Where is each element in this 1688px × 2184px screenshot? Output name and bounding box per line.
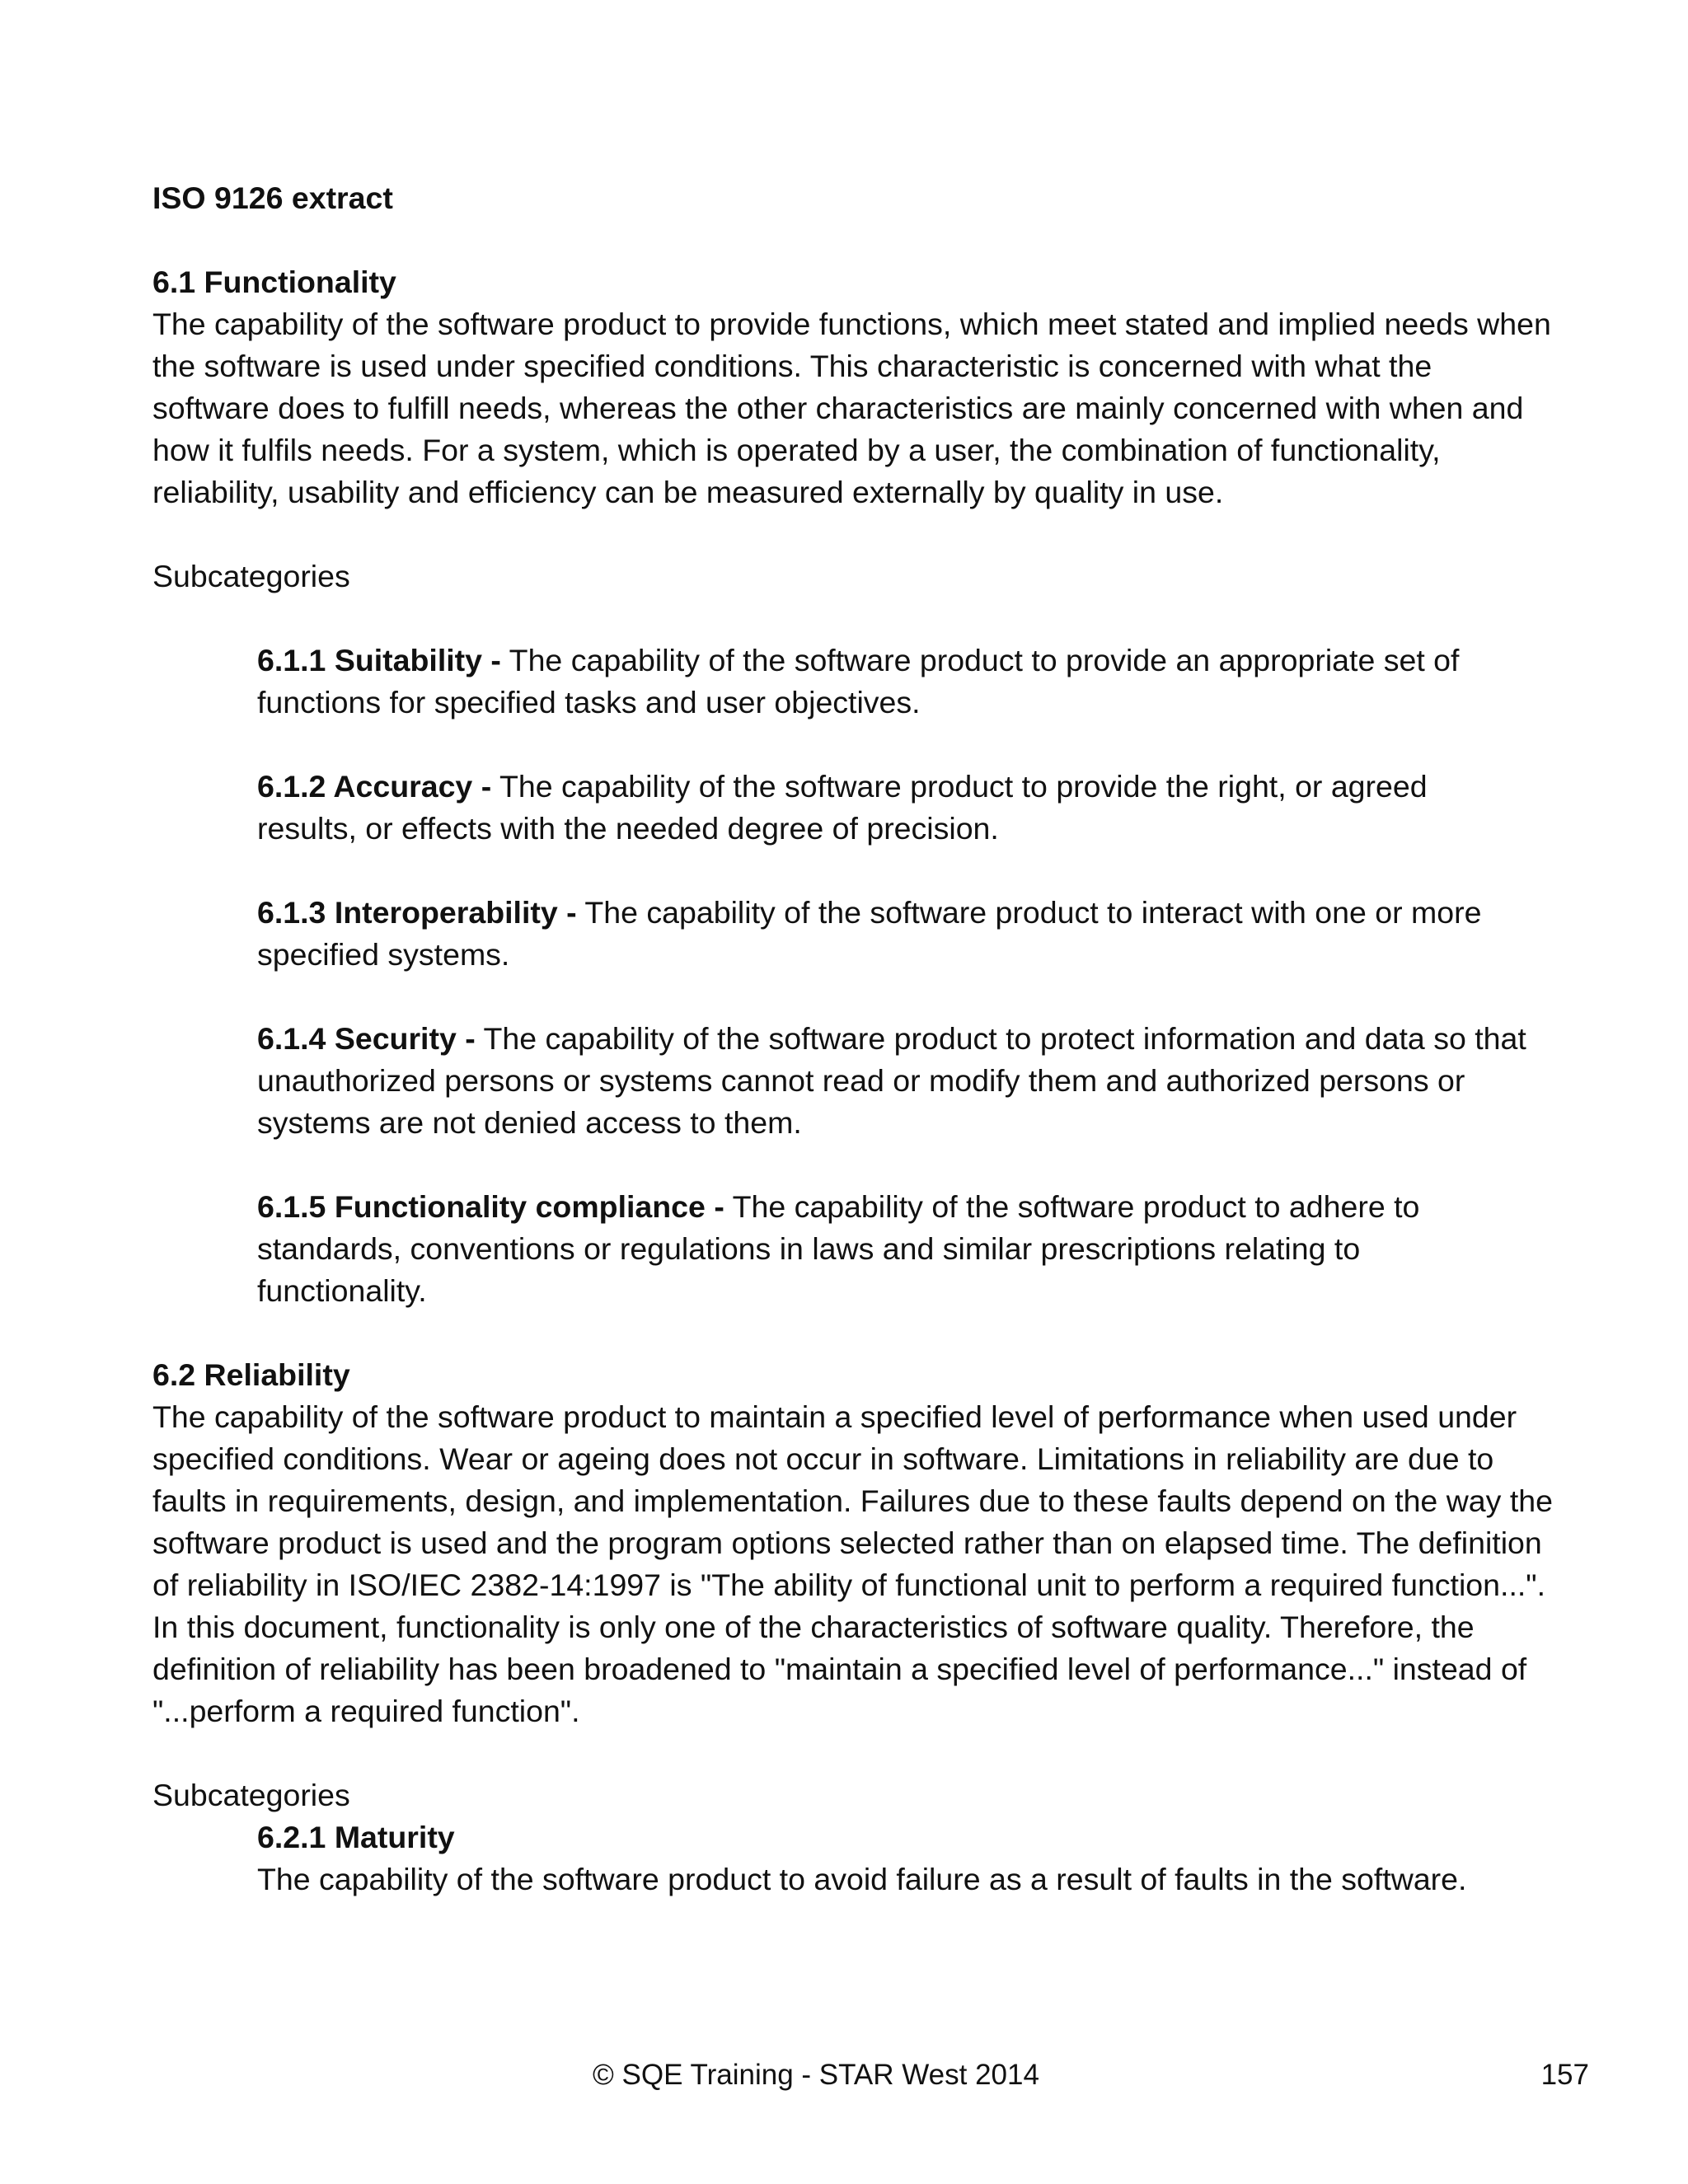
subcategory-item-suitability — [257, 640, 1526, 724]
subcategory-item-security — [257, 1018, 1526, 1144]
section-body-functionality: The capability of the software product to provide functions, which meet stated and implied needs when the software is used under specified conditions. This characteristic is concerned with what the software does to fulfill needs, whereas the other characteristics are mainly concerned with when and how it fulfils needs. For a system, which is operated by a user, the combination of functionality, reliability, usability and efficiency can be measured externally by quality in use. — [152, 307, 1551, 509]
subcategory-item-accuracy — [257, 766, 1526, 850]
section-heading-functionality: 6.1 Functionality — [152, 265, 396, 299]
subcategories-label: Subcategories — [152, 559, 350, 593]
subcategory-label: 6.1.5 Functionality compliance - — [257, 1189, 724, 1224]
footer-copyright: © SQE Training - STAR West 2014 — [593, 2059, 1039, 2091]
subcategory-text: The capability of the software product to provide an appropriate set of functions for specified tasks and user objectives. — [257, 643, 1460, 719]
document-title: ISO 9126 extract — [152, 180, 393, 215]
subcategory-text: The capability of the software product to provide the right, or agreed results, or effects with the needed degree of precision. — [257, 769, 1428, 846]
subcategory-text: The capability of the software product to interact with one or more specified systems. — [257, 895, 1482, 972]
subcategories-label: Subcategories — [152, 1778, 350, 1812]
subcategory-item-functionality-compliance — [257, 1186, 1526, 1312]
subcategory-label: 6.1.1 Suitability - — [257, 643, 501, 677]
subcategory-heading-maturity: 6.2.1 Maturity — [257, 1820, 455, 1854]
subcategory-label: 6.1.4 Security - — [257, 1021, 476, 1056]
subcategory-label: 6.1.2 Accuracy - — [257, 769, 492, 804]
document-page — [152, 177, 1554, 1900]
section-heading-reliability: 6.2 Reliability — [152, 1357, 350, 1392]
subcategory-text: The capability of the software product to protect information and data so that unauthorized persons or systems cannot read or modify them and authorized persons or systems are not denied access to them. — [257, 1021, 1526, 1140]
subcategory-list-functionality — [257, 640, 1526, 1312]
subcategory-text-maturity: The capability of the software product to avoid failure as a result of faults in the software. — [257, 1862, 1467, 1896]
subcategory-list-reliability — [257, 1816, 1526, 1900]
subcategory-item-interoperability — [257, 892, 1526, 976]
page-number: 157 — [1540, 2059, 1589, 2091]
subcategory-label: 6.1.3 Interoperability - — [257, 895, 577, 930]
section-body-reliability: The capability of the software product to maintain a specified level of performance when used under specified conditions. Wear or ageing does not occur in software. Limitations in reliability are due to faults in requirements, design, and implementation. Failures due to these faults depend on the way the software product is used and the program options selected rather than on elapsed time. The definition of reliability in ISO/IEC 2382-14:1997 is "The ability of functional unit to perform a required function...". In this document, functionality is only one of the characteristics of software quality. Therefore, the definition of reliability has been broadened to "maintain a specified level of performance..." instead of "...perform a required function". — [152, 1399, 1553, 1728]
subcategory-text: The capability of the software product to adhere to standards, conventions or regulations in laws and similar prescriptions relating to functionality. — [257, 1189, 1420, 1308]
